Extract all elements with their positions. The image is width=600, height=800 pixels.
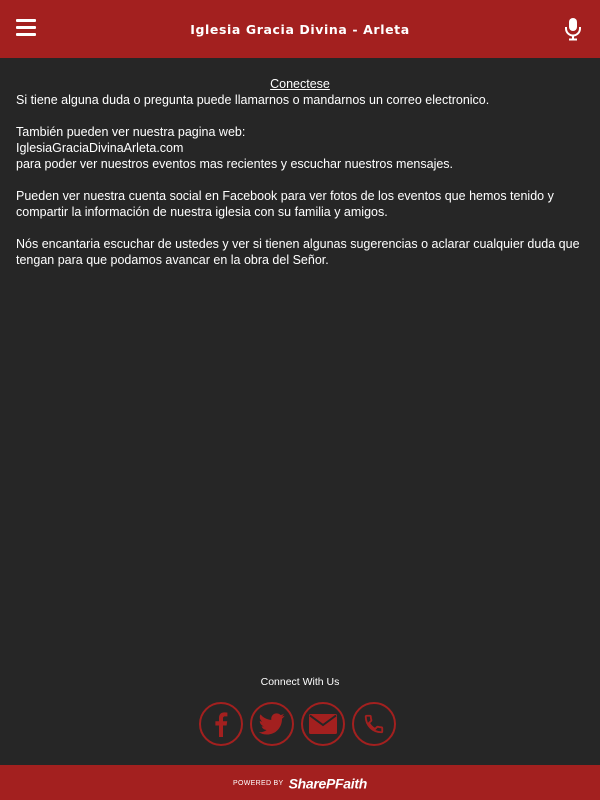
- content-area: [16, 76, 584, 284]
- paragraph-suggestions: Nós encantaria escuchar de ustedes y ver si tienen algunas sugerencias o aclarar cualquier duda que tengan para que podamos avancar en la obra del Señor.: [16, 237, 580, 267]
- page-title: Iglesia Gracia Divina - Arleta: [190, 22, 410, 37]
- paragraph-website: [16, 124, 584, 172]
- sharefaith-logo: SharePFaith: [288, 775, 367, 792]
- phone-icon: [363, 713, 385, 735]
- powered-by[interactable]: [0, 773, 600, 792]
- microphone-icon[interactable]: [564, 17, 582, 41]
- website-link[interactable]: IglesiaGraciaDivinaArleta.com: [16, 141, 184, 155]
- phone-button[interactable]: [352, 702, 396, 746]
- facebook-button[interactable]: [199, 702, 243, 746]
- connect-label: Connect With Us: [260, 676, 340, 688]
- email-icon: [309, 714, 337, 734]
- twitter-icon: [259, 713, 285, 735]
- paragraph-facebook: Pueden ver nuestra cuenta social en Facebook para ver fotos de los eventos que hemos tenido y compartir la información de nuestra iglesia con su familia y amigos.: [16, 189, 554, 219]
- twitter-button[interactable]: [250, 702, 294, 746]
- content-title: Conectese: [270, 77, 330, 91]
- email-button[interactable]: [301, 702, 345, 746]
- website-intro: También pueden ver nuestra pagina web:: [16, 125, 246, 139]
- paragraph-contact: Si tiene alguna duda o pregunta puede llamarnos o mandarnos un correo electronico.: [16, 93, 490, 107]
- app-header: [0, 0, 600, 58]
- powered-by-label: POWERED BY: [233, 780, 284, 787]
- facebook-icon: [214, 711, 228, 737]
- website-description: para poder ver nuestros eventos mas recientes y escuchar nuestros mensajes.: [16, 157, 454, 171]
- app-footer: [0, 765, 600, 800]
